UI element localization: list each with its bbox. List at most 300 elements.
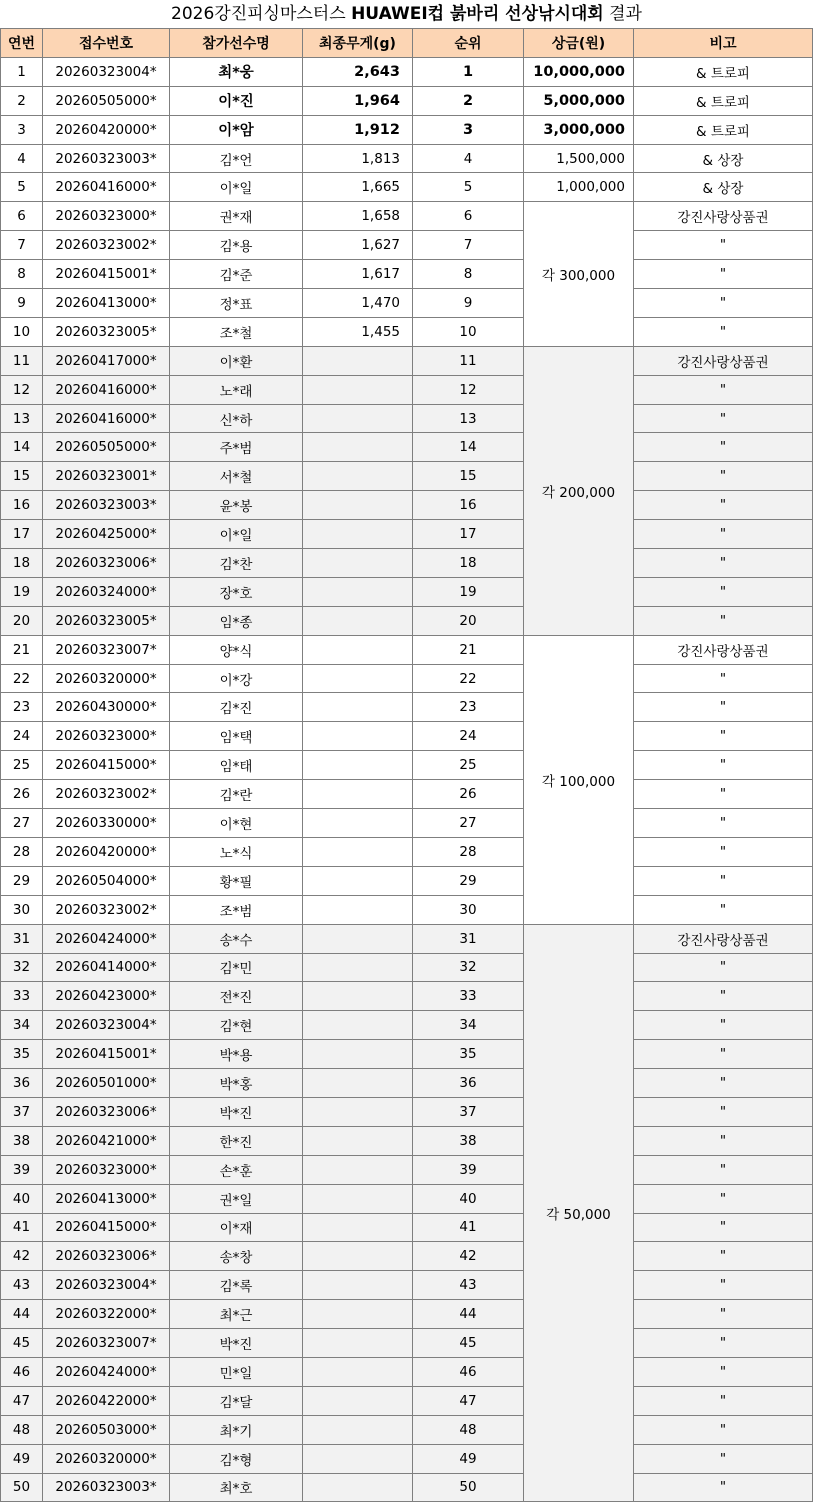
cell-note: " xyxy=(634,1444,813,1473)
cell-name: 김*찬 xyxy=(170,549,303,578)
cell-rank: 12 xyxy=(413,375,524,404)
cell-name: 송*수 xyxy=(170,924,303,953)
cell-reg-id: 20260330000* xyxy=(43,809,170,838)
header-name: 참가선수명 xyxy=(170,29,303,58)
cell-rank: 21 xyxy=(413,635,524,664)
cell-reg-id: 20260323001* xyxy=(43,462,170,491)
cell-no: 11 xyxy=(1,346,43,375)
cell-name: 최*호 xyxy=(170,1473,303,1502)
table-row xyxy=(1,433,813,462)
cell-reg-id: 20260416000* xyxy=(43,375,170,404)
cell-rank: 33 xyxy=(413,982,524,1011)
cell-prize-group: 각 200,000 xyxy=(524,346,634,635)
cell-weight xyxy=(303,664,413,693)
cell-note: " xyxy=(634,982,813,1011)
cell-rank: 13 xyxy=(413,404,524,433)
cell-name: 김*록 xyxy=(170,1271,303,1300)
page-title xyxy=(0,0,813,28)
cell-weight xyxy=(303,953,413,982)
table-row xyxy=(1,57,813,86)
cell-reg-id: 20260323002* xyxy=(43,895,170,924)
cell-note: " xyxy=(634,780,813,809)
cell-weight: 1,964 xyxy=(303,86,413,115)
cell-name: 김*란 xyxy=(170,780,303,809)
cell-reg-id: 20260323002* xyxy=(43,231,170,260)
cell-rank: 18 xyxy=(413,549,524,578)
table-row xyxy=(1,231,813,260)
table-row xyxy=(1,1415,813,1444)
table-row xyxy=(1,86,813,115)
cell-rank: 1 xyxy=(413,57,524,86)
cell-rank: 16 xyxy=(413,491,524,520)
cell-weight xyxy=(303,1473,413,1502)
cell-no: 27 xyxy=(1,809,43,838)
cell-rank: 19 xyxy=(413,577,524,606)
cell-note: " xyxy=(634,1300,813,1329)
cell-note: 강진사랑상품권 xyxy=(634,346,813,375)
table-row xyxy=(1,1011,813,1040)
cell-reg-id: 20260323000* xyxy=(43,202,170,231)
cell-name: 서*철 xyxy=(170,462,303,491)
cell-note: " xyxy=(634,1329,813,1358)
table-row xyxy=(1,173,813,202)
cell-reg-id: 20260323005* xyxy=(43,317,170,346)
cell-no: 15 xyxy=(1,462,43,491)
cell-no: 7 xyxy=(1,231,43,260)
cell-reg-id: 20260323005* xyxy=(43,606,170,635)
title-suffix: 결과 xyxy=(603,4,642,24)
cell-name: 김*형 xyxy=(170,1444,303,1473)
cell-note: " xyxy=(634,260,813,289)
table-row xyxy=(1,115,813,144)
cell-weight xyxy=(303,549,413,578)
cell-name: 손*훈 xyxy=(170,1155,303,1184)
cell-rank: 2 xyxy=(413,86,524,115)
cell-rank: 27 xyxy=(413,809,524,838)
cell-name: 이*일 xyxy=(170,173,303,202)
cell-note: 강진사랑상품권 xyxy=(634,924,813,953)
table-row xyxy=(1,289,813,318)
cell-name: 권*일 xyxy=(170,1184,303,1213)
cell-weight xyxy=(303,982,413,1011)
table-row xyxy=(1,1329,813,1358)
cell-no: 23 xyxy=(1,693,43,722)
cell-rank: 47 xyxy=(413,1386,524,1415)
cell-weight xyxy=(303,837,413,866)
title-main: HUAWEI컵 붉바리 선상낚시대회 xyxy=(351,4,604,24)
cell-weight xyxy=(303,1415,413,1444)
cell-note: " xyxy=(634,577,813,606)
table-row xyxy=(1,809,813,838)
cell-name: 김*민 xyxy=(170,953,303,982)
cell-note: " xyxy=(634,1213,813,1242)
cell-reg-id: 20260425000* xyxy=(43,520,170,549)
cell-rank: 26 xyxy=(413,780,524,809)
cell-prize: 1,000,000 xyxy=(524,173,634,202)
cell-weight xyxy=(303,1242,413,1271)
cell-reg-id: 20260323007* xyxy=(43,1329,170,1358)
cell-weight: 1,658 xyxy=(303,202,413,231)
cell-no: 24 xyxy=(1,722,43,751)
cell-name: 임*태 xyxy=(170,751,303,780)
cell-name: 김*현 xyxy=(170,1011,303,1040)
cell-no: 12 xyxy=(1,375,43,404)
cell-rank: 23 xyxy=(413,693,524,722)
cell-rank: 32 xyxy=(413,953,524,982)
cell-name: 노*식 xyxy=(170,837,303,866)
cell-name: 김*진 xyxy=(170,693,303,722)
cell-no: 19 xyxy=(1,577,43,606)
cell-no: 9 xyxy=(1,289,43,318)
cell-rank: 24 xyxy=(413,722,524,751)
cell-name: 정*표 xyxy=(170,289,303,318)
cell-note: " xyxy=(634,751,813,780)
cell-note: & 트로피 xyxy=(634,115,813,144)
cell-weight xyxy=(303,346,413,375)
cell-note: " xyxy=(634,809,813,838)
cell-weight xyxy=(303,462,413,491)
cell-no: 2 xyxy=(1,86,43,115)
cell-weight xyxy=(303,520,413,549)
cell-no: 6 xyxy=(1,202,43,231)
cell-no: 40 xyxy=(1,1184,43,1213)
cell-reg-id: 20260415001* xyxy=(43,260,170,289)
cell-no: 33 xyxy=(1,982,43,1011)
table-row xyxy=(1,202,813,231)
table-row xyxy=(1,1444,813,1473)
cell-name: 신*하 xyxy=(170,404,303,433)
cell-weight xyxy=(303,809,413,838)
cell-reg-id: 20260320000* xyxy=(43,1444,170,1473)
header-weight: 최종무게(g) xyxy=(303,29,413,58)
cell-weight: 1,813 xyxy=(303,144,413,173)
cell-no: 41 xyxy=(1,1213,43,1242)
cell-reg-id: 20260415001* xyxy=(43,1040,170,1069)
cell-rank: 42 xyxy=(413,1242,524,1271)
table-row xyxy=(1,1473,813,1502)
cell-rank: 11 xyxy=(413,346,524,375)
cell-rank: 30 xyxy=(413,895,524,924)
cell-weight xyxy=(303,1097,413,1126)
cell-rank: 25 xyxy=(413,751,524,780)
cell-name: 김*언 xyxy=(170,144,303,173)
cell-name: 박*진 xyxy=(170,1097,303,1126)
cell-note: " xyxy=(634,664,813,693)
table-row xyxy=(1,549,813,578)
cell-name: 장*호 xyxy=(170,577,303,606)
cell-prize: 5,000,000 xyxy=(524,86,634,115)
table-row xyxy=(1,780,813,809)
cell-weight xyxy=(303,1040,413,1069)
cell-note: " xyxy=(634,1097,813,1126)
cell-weight xyxy=(303,1300,413,1329)
cell-name: 조*범 xyxy=(170,895,303,924)
cell-name: 임*종 xyxy=(170,606,303,635)
cell-name: 김*용 xyxy=(170,231,303,260)
cell-reg-id: 20260505000* xyxy=(43,433,170,462)
cell-name: 이*진 xyxy=(170,86,303,115)
cell-name: 임*택 xyxy=(170,722,303,751)
header-row xyxy=(1,29,813,58)
cell-no: 13 xyxy=(1,404,43,433)
table-row xyxy=(1,1300,813,1329)
cell-note: " xyxy=(634,462,813,491)
cell-name: 이*현 xyxy=(170,809,303,838)
table-row xyxy=(1,1271,813,1300)
table-row xyxy=(1,837,813,866)
cell-no: 31 xyxy=(1,924,43,953)
cell-note: " xyxy=(634,1386,813,1415)
cell-rank: 28 xyxy=(413,837,524,866)
cell-weight xyxy=(303,895,413,924)
cell-reg-id: 20260501000* xyxy=(43,1069,170,1098)
cell-weight xyxy=(303,722,413,751)
cell-rank: 6 xyxy=(413,202,524,231)
cell-no: 42 xyxy=(1,1242,43,1271)
cell-reg-id: 20260414000* xyxy=(43,953,170,982)
cell-reg-id: 20260324000* xyxy=(43,577,170,606)
cell-prize: 1,500,000 xyxy=(524,144,634,173)
cell-reg-id: 20260323002* xyxy=(43,780,170,809)
cell-note: " xyxy=(634,1357,813,1386)
cell-weight xyxy=(303,1329,413,1358)
cell-prize-group: 각 100,000 xyxy=(524,635,634,924)
cell-name: 한*진 xyxy=(170,1126,303,1155)
table-row xyxy=(1,924,813,953)
cell-name: 김*달 xyxy=(170,1386,303,1415)
cell-no: 22 xyxy=(1,664,43,693)
cell-name: 박*용 xyxy=(170,1040,303,1069)
cell-reg-id: 20260420000* xyxy=(43,837,170,866)
cell-note: " xyxy=(634,1184,813,1213)
cell-note: " xyxy=(634,491,813,520)
cell-weight xyxy=(303,693,413,722)
table-row xyxy=(1,953,813,982)
cell-name: 황*필 xyxy=(170,866,303,895)
table-row xyxy=(1,1097,813,1126)
table-row xyxy=(1,462,813,491)
cell-note: & 트로피 xyxy=(634,86,813,115)
cell-rank: 43 xyxy=(413,1271,524,1300)
cell-rank: 34 xyxy=(413,1011,524,1040)
cell-note: " xyxy=(634,953,813,982)
cell-weight xyxy=(303,866,413,895)
cell-reg-id: 20260413000* xyxy=(43,1184,170,1213)
cell-weight xyxy=(303,780,413,809)
cell-no: 26 xyxy=(1,780,43,809)
cell-no: 10 xyxy=(1,317,43,346)
cell-weight xyxy=(303,577,413,606)
header-note: 비고 xyxy=(634,29,813,58)
cell-no: 37 xyxy=(1,1097,43,1126)
cell-no: 32 xyxy=(1,953,43,982)
cell-note: " xyxy=(634,1242,813,1271)
table-row xyxy=(1,693,813,722)
cell-weight: 2,643 xyxy=(303,57,413,86)
cell-reg-id: 20260430000* xyxy=(43,693,170,722)
cell-note: & 상장 xyxy=(634,173,813,202)
cell-note: 강진사랑상품권 xyxy=(634,635,813,664)
cell-rank: 10 xyxy=(413,317,524,346)
table-row xyxy=(1,1155,813,1184)
cell-rank: 5 xyxy=(413,173,524,202)
header-prize: 상금(원) xyxy=(524,29,634,58)
cell-weight xyxy=(303,1011,413,1040)
cell-rank: 8 xyxy=(413,260,524,289)
cell-no: 50 xyxy=(1,1473,43,1502)
cell-no: 5 xyxy=(1,173,43,202)
table-row xyxy=(1,404,813,433)
cell-name: 박*홍 xyxy=(170,1069,303,1098)
cell-weight xyxy=(303,1069,413,1098)
cell-note: " xyxy=(634,895,813,924)
cell-reg-id: 20260416000* xyxy=(43,404,170,433)
cell-reg-id: 20260421000* xyxy=(43,1126,170,1155)
cell-weight xyxy=(303,433,413,462)
cell-weight xyxy=(303,1271,413,1300)
cell-name: 김*준 xyxy=(170,260,303,289)
table-row xyxy=(1,1040,813,1069)
cell-rank: 31 xyxy=(413,924,524,953)
cell-note: " xyxy=(634,606,813,635)
table-row xyxy=(1,577,813,606)
cell-no: 25 xyxy=(1,751,43,780)
cell-rank: 49 xyxy=(413,1444,524,1473)
cell-name: 윤*봉 xyxy=(170,491,303,520)
cell-rank: 36 xyxy=(413,1069,524,1098)
table-row xyxy=(1,491,813,520)
cell-weight: 1,470 xyxy=(303,289,413,318)
cell-rank: 39 xyxy=(413,1155,524,1184)
cell-reg-id: 20260323004* xyxy=(43,57,170,86)
cell-name: 이*암 xyxy=(170,115,303,144)
cell-rank: 40 xyxy=(413,1184,524,1213)
cell-no: 48 xyxy=(1,1415,43,1444)
cell-reg-id: 20260503000* xyxy=(43,1415,170,1444)
table-row xyxy=(1,144,813,173)
cell-weight xyxy=(303,491,413,520)
table-row xyxy=(1,1069,813,1098)
cell-name: 주*범 xyxy=(170,433,303,462)
cell-weight xyxy=(303,1386,413,1415)
cell-no: 46 xyxy=(1,1357,43,1386)
cell-rank: 15 xyxy=(413,462,524,491)
cell-reg-id: 20260424000* xyxy=(43,924,170,953)
cell-note: " xyxy=(634,1040,813,1069)
cell-reg-id: 20260320000* xyxy=(43,664,170,693)
cell-reg-id: 20260323007* xyxy=(43,635,170,664)
cell-reg-id: 20260417000* xyxy=(43,346,170,375)
cell-prize-group: 각 50,000 xyxy=(524,924,634,1502)
cell-rank: 20 xyxy=(413,606,524,635)
cell-note: " xyxy=(634,1011,813,1040)
table-row xyxy=(1,520,813,549)
cell-note: " xyxy=(634,231,813,260)
cell-weight xyxy=(303,1126,413,1155)
cell-prize: 3,000,000 xyxy=(524,115,634,144)
cell-no: 3 xyxy=(1,115,43,144)
cell-note: " xyxy=(634,317,813,346)
cell-name: 조*철 xyxy=(170,317,303,346)
cell-rank: 9 xyxy=(413,289,524,318)
cell-name: 최*기 xyxy=(170,1415,303,1444)
cell-name: 민*일 xyxy=(170,1357,303,1386)
cell-no: 35 xyxy=(1,1040,43,1069)
cell-weight xyxy=(303,606,413,635)
cell-rank: 35 xyxy=(413,1040,524,1069)
results-table xyxy=(0,28,813,1502)
results-body xyxy=(1,57,813,1502)
cell-name: 이*환 xyxy=(170,346,303,375)
cell-reg-id: 20260323003* xyxy=(43,491,170,520)
cell-no: 29 xyxy=(1,866,43,895)
cell-no: 36 xyxy=(1,1069,43,1098)
cell-reg-id: 20260505000* xyxy=(43,86,170,115)
table-row xyxy=(1,317,813,346)
table-row xyxy=(1,346,813,375)
table-row xyxy=(1,1386,813,1415)
cell-weight xyxy=(303,1357,413,1386)
cell-weight: 1,617 xyxy=(303,260,413,289)
cell-weight: 1,912 xyxy=(303,115,413,144)
cell-reg-id: 20260323000* xyxy=(43,1155,170,1184)
table-row xyxy=(1,635,813,664)
cell-name: 송*창 xyxy=(170,1242,303,1271)
cell-note: " xyxy=(634,289,813,318)
cell-no: 8 xyxy=(1,260,43,289)
cell-name: 최*근 xyxy=(170,1300,303,1329)
cell-weight: 1,665 xyxy=(303,173,413,202)
cell-note: " xyxy=(634,404,813,433)
cell-reg-id: 20260323003* xyxy=(43,144,170,173)
table-row xyxy=(1,1184,813,1213)
cell-reg-id: 20260322000* xyxy=(43,1300,170,1329)
cell-reg-id: 20260424000* xyxy=(43,1357,170,1386)
cell-note: " xyxy=(634,722,813,751)
cell-name: 전*진 xyxy=(170,982,303,1011)
cell-no: 34 xyxy=(1,1011,43,1040)
cell-no: 18 xyxy=(1,549,43,578)
table-row xyxy=(1,1213,813,1242)
cell-note: 강진사랑상품권 xyxy=(634,202,813,231)
cell-note: " xyxy=(634,1126,813,1155)
cell-weight xyxy=(303,1184,413,1213)
cell-weight: 1,627 xyxy=(303,231,413,260)
cell-name: 양*식 xyxy=(170,635,303,664)
cell-rank: 38 xyxy=(413,1126,524,1155)
cell-no: 47 xyxy=(1,1386,43,1415)
cell-note: " xyxy=(634,520,813,549)
cell-note: " xyxy=(634,837,813,866)
cell-prize-group: 각 300,000 xyxy=(524,202,634,346)
cell-weight: 1,455 xyxy=(303,317,413,346)
cell-name: 박*진 xyxy=(170,1329,303,1358)
cell-reg-id: 20260323000* xyxy=(43,722,170,751)
cell-rank: 4 xyxy=(413,144,524,173)
header-no: 연번 xyxy=(1,29,43,58)
cell-rank: 44 xyxy=(413,1300,524,1329)
cell-no: 21 xyxy=(1,635,43,664)
cell-rank: 46 xyxy=(413,1357,524,1386)
cell-rank: 22 xyxy=(413,664,524,693)
cell-rank: 37 xyxy=(413,1097,524,1126)
cell-rank: 45 xyxy=(413,1329,524,1358)
cell-reg-id: 20260323004* xyxy=(43,1011,170,1040)
cell-no: 43 xyxy=(1,1271,43,1300)
cell-weight xyxy=(303,375,413,404)
cell-reg-id: 20260423000* xyxy=(43,982,170,1011)
table-row xyxy=(1,664,813,693)
